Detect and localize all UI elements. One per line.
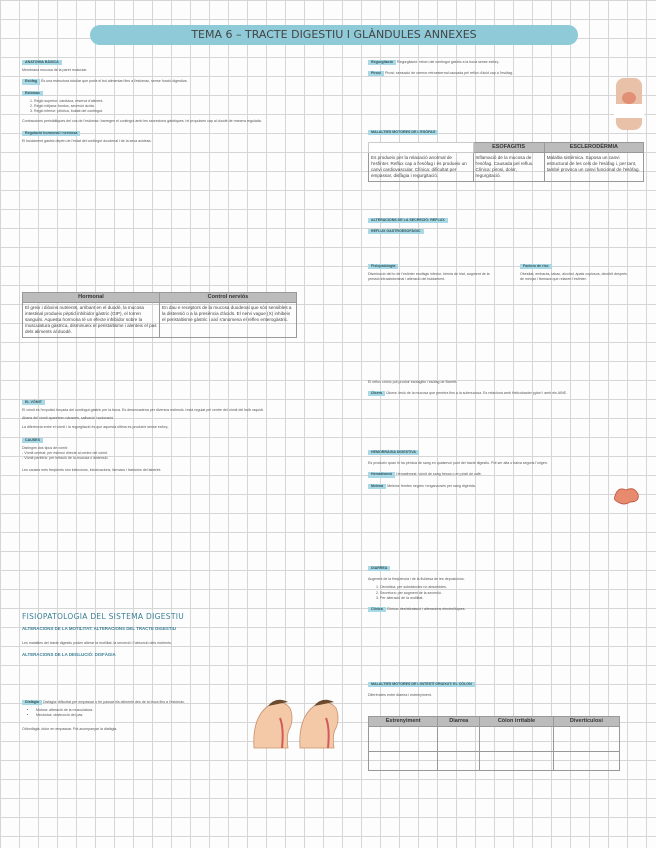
table-header: Còlon irritable <box>480 717 554 727</box>
list-item: • Mecànica: obstrucció del pas. <box>36 713 227 718</box>
heading-clinica-tag: Clínica <box>368 607 386 612</box>
heading-reflux: ALTERACIONS DE LA SECRECIÓ: REFLUX <box>368 218 448 223</box>
table-cell <box>480 752 554 771</box>
list-diarrea <box>368 585 628 601</box>
heading-factors: Factors de risc <box>520 264 552 269</box>
heading-regurgitacio-tag: Regurgitació <box>368 60 396 65</box>
table-header: ESCLERODÈRMIA <box>544 143 643 153</box>
heading-disfagia-tag: Disfàgia <box>22 700 42 705</box>
throat-illustration <box>246 688 346 756</box>
table-cell <box>553 727 619 752</box>
colon-section <box>368 682 628 701</box>
table-header-empty <box>369 143 474 153</box>
list-item: 2. Secretora: per augment de la secreció. <box>380 591 628 596</box>
list-item: 2. Regió mitjana: fundus, secreció àcida. <box>34 104 297 109</box>
heading-malalties: MALALTIES MOTORES DE L'ESÒFAG <box>368 130 438 135</box>
table-cell <box>480 727 554 752</box>
intestine-illustration <box>612 484 642 506</box>
table-cell <box>438 727 480 752</box>
head-profile-icon <box>300 700 338 748</box>
text-anatomia: Membrana mucosa de la paret muscular. <box>22 68 88 73</box>
heading-alteracions: ALTERACIONS DE LA MOTILITAT: ALTERACIONS DEL TRACTE DIGESTIU <box>22 626 176 631</box>
deglucio-section <box>22 700 227 735</box>
text-fisiopato: Disminució del to de l'esfínter esofàgic inferior, hèrnia de hiat, augment de la pressió intraabdominal i alteració del buidament. <box>368 272 490 282</box>
table-cell: Malaltia sistèmica. Suposa un canvi estructural de les cels de l'esòfag i, per tant, també provoca un canvi funcional de l'esòfag. <box>544 153 643 182</box>
heading-pirosi-tag: Pirosi <box>368 71 384 76</box>
text-melena: Melena: femtes negres i enganxoses per sang digerida. <box>387 483 476 488</box>
table-header: Diarrea <box>438 717 480 727</box>
table-header: Control nerviós <box>160 293 297 303</box>
table-header: Estrenyiment <box>369 717 438 727</box>
page-title: TEMA 6 – TRACTE DIGESTIU I GLÀNDULES ANNEXES <box>90 25 578 45</box>
list-item: • Motora: alteració de la musculatura. <box>36 708 227 713</box>
stomach-pain-illustration <box>612 74 646 132</box>
heading-hemorragia: HEMORRÀGIA DIGESTIVA <box>368 450 419 455</box>
table-header: ESOFAGITIS <box>473 143 544 153</box>
heading-estomac: Estómac <box>22 91 43 96</box>
heading-vomit: EL VÒMIT <box>22 400 45 405</box>
heading-ulcera-tag: Úlcera <box>368 391 385 396</box>
text-diarrea-2: Clínica: deshidratació i alteracions electrolítiques. <box>386 607 466 612</box>
text-odinofagia: Odinofàgia: dolor en empassar. Pot acompanyar la disfàgia. <box>22 726 118 731</box>
heading-causes: CAUSES <box>22 438 43 443</box>
table-cell: Inflamació de la mucosa de l'esòfag. Causada pel reflux. Clínica: pirosi, dolor, regurgitació. <box>473 153 544 182</box>
right-top <box>368 60 608 79</box>
text-pirosi: Pirosi: sensació de cremor retroesternal causada pel reflux d'àcid cap a l'esòfag. <box>385 71 514 76</box>
regulation-table <box>22 292 297 338</box>
text-vomit-1: El vòmit és l'expulsió forçada del contingut gàstric per la boca. Es desencadena per diversos estímuls i està regulat pel centre del vòmit del bulb raquidi. <box>22 408 264 413</box>
list-item: 3. Per alteració de la motilitat. <box>380 596 628 601</box>
heading-regulacio: Regulació hormonal i nerviosa <box>22 131 80 136</box>
text-esofag: És una estructura tubular que porta el bol alimentari fins a l'estómac, sense funció digestiva. <box>40 79 188 84</box>
colon-table <box>368 716 620 771</box>
text-alteracions: Les malalties del tracte digestiu poden alterar la motilitat, la secreció i l'absorció dels nutrients. <box>22 641 172 646</box>
heading-reflux-2: REFLUX GASTROESOFÀGIC <box>368 229 424 234</box>
heading-hematemesi-tag: Hematèmesi <box>368 472 395 477</box>
table-cell <box>369 752 438 771</box>
heading-deglucio: ALTERACIONS DE LA DEGLUCIÓ: DISFÀGIA <box>22 652 116 658</box>
fisiopato-col <box>368 264 498 286</box>
text-vomit-3: La diferència entre el vòmit i la regurgitació és que aquesta última es produeix sense esforç. <box>22 424 169 429</box>
fisiopatologia-section <box>22 612 322 658</box>
ulcera-section <box>368 380 628 399</box>
heading-anatomia: ANATOMIA BÀSICA <box>22 60 62 65</box>
hemorragia-section <box>368 450 613 492</box>
table-cell-hormonal: El greix i diòxins nutrients, arribant en el duodè, la mucosa intestinal produeix pèptid inhibidor gàstric (GIP), el torren sanguini. Aquesta hormona té un efecte inhibidor sobre la musculatura gàstrica, disminueix el peristaltisme i alenteix el pas dels aliments al duodè. <box>23 303 160 338</box>
heading-fisiopato: Fisiopatologia <box>368 264 398 269</box>
text-colon: Diferències entre diarrea i estrenyiment. <box>368 693 432 698</box>
text-causes-2: Les causes més freqüents són infeccions, intoxicacions, fàrmacs i trastorns del laberint. <box>22 467 162 472</box>
table-cell <box>438 752 480 771</box>
text-factors: Obesitat, embaràs, tabac, alcohol, àpats copiosos, decúbit després de menjar i fàrmacs que relaxen l'esfínter. <box>520 272 627 282</box>
text-reflux: El reflux crònic pot produir esofagitis i esòfag de Barrett. <box>368 380 458 384</box>
text-regurgitacio: Regurgitació: retorn del contingut gàstric a la boca sense esforç. <box>396 60 500 64</box>
esophagus-table <box>368 142 644 182</box>
head-profile-icon <box>254 700 292 748</box>
text-regulacio: El buidament gàstric depèn de l'estat del contingut duodenal i de la seva acidesa. <box>22 138 152 143</box>
list-item: 3. Regió inferior: pilòrica, buidat del contingut. <box>34 109 297 114</box>
heading-melena-tag: Melena <box>368 484 386 489</box>
malalties-section <box>368 130 628 138</box>
table-header: Diverticulosi <box>553 717 619 727</box>
heading-diarrea: DIARREA <box>368 566 390 571</box>
text-vomit-2: Abans del vòmit apareixen nàusees, salivació i sudoració. <box>22 416 115 421</box>
table-cell-nervios: En dau e receptors de la mucosa duodenal que són sensibles a la distensió o a la presència d'àcids. El nervi vague (X) inhibeix el peristaltisme gàstric i així s'anomena el reflex enterogàstric. <box>160 303 297 338</box>
list-estomac <box>22 99 297 115</box>
list-item: 1. Regió superior: cardíaca, reserva d'aliment. <box>34 99 297 104</box>
table-cell <box>369 727 438 752</box>
text-diarrea: Augment de la freqüència i de la fluïdesa de les deposicions. <box>368 577 465 582</box>
list-item: 1. Osmòtica: per substàncies no absorbides. <box>380 585 628 590</box>
vomit-section <box>22 400 297 476</box>
text-ulcera: Úlcera: lesió de la mucosa que penetra fins a la submucosa. Es relaciona amb Helicobacter pylori i amb els AINE. <box>386 391 567 396</box>
heading-colon: MALALTIES MOTORES DE L'INTESTÍ GRUIXUT: EL CÒLON <box>368 682 475 687</box>
reflux-section <box>368 218 628 237</box>
text-deglucio: Disfàgia: dificultat per empassar o fer passar els aliments des de la boca fins a l'estómac. <box>42 700 186 704</box>
table-header: Hormonal <box>23 293 160 303</box>
left-column <box>22 60 297 147</box>
text-hemorragia: Es produeix quan hi ha pèrdua de sang en qualsevol punt del tracte digestiu. Pot ser alta o baixa segons l'origen. <box>368 461 548 466</box>
table-cell: Es produeix per la relaxació anormal de l'esfínter. Reflux cap a l'esòfag i és produeix un canvi cardiovascular. Clínica: dificultat per empassar, disfàgia i regurgitació. <box>369 153 474 182</box>
text-estomac: Contraccions peristàltiques del cos de l'estómac: barregen el contingut amb les secrecions gàstriques i el propulsen cap al duodè de manera regulada. <box>22 119 262 124</box>
text-hematemesi: Hematèmesi: vòmit de sang fresca o en pòsit de cafè. <box>396 472 482 477</box>
heading-fisiopatologia: FISIOPATOLOGIA DEL SISTEMA DIGESTIU <box>22 612 185 621</box>
diarrea-section <box>368 566 628 615</box>
table-cell <box>553 752 619 771</box>
factors-col <box>520 264 630 286</box>
text-causes: Distingim dos tipus de vòmit: - Vòmit central: per estímul directe al centre del vòmit. - Vòmit perifèric: per irritació de la mucosa o distensió. <box>22 446 109 461</box>
heading-esofag: Esòfag <box>22 79 40 84</box>
